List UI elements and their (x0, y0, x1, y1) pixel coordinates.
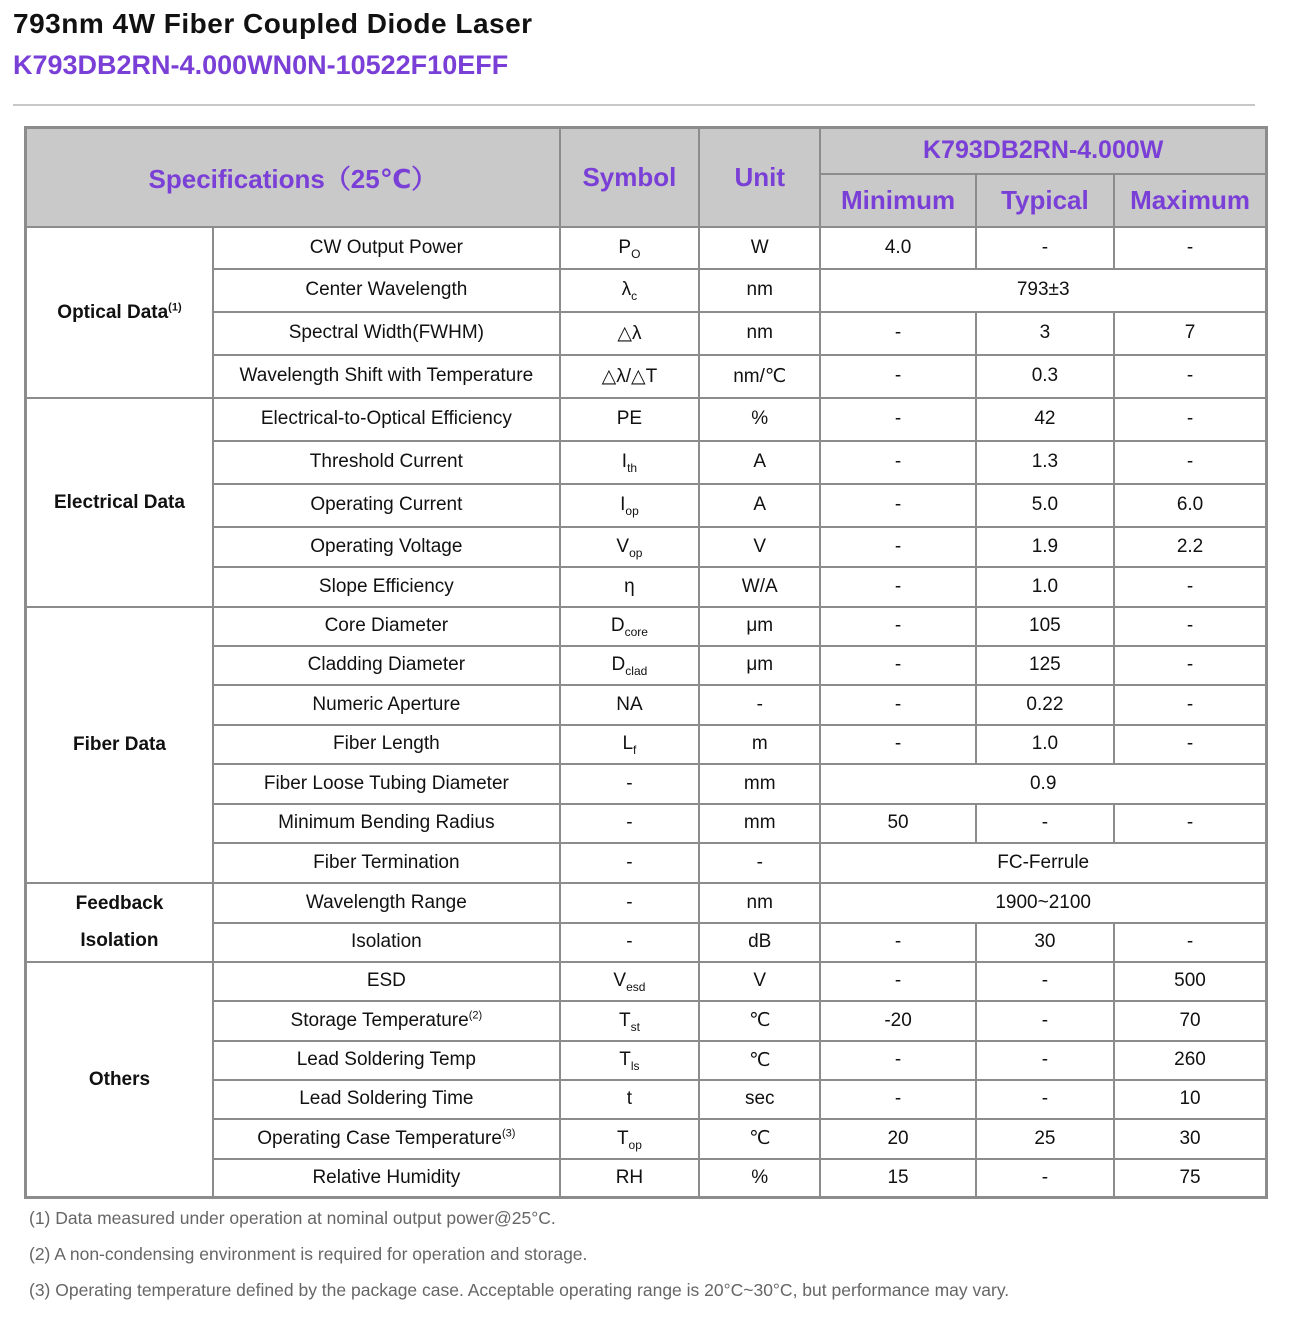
symbol-subscript: esd (626, 979, 646, 994)
symbol-cell (560, 764, 699, 804)
unit-cell: ℃ (699, 1041, 820, 1080)
group-fiber-label: Fiber Data (73, 734, 166, 755)
group-optical-label: Optical Data (57, 301, 169, 323)
value-max-cell: 10 (1114, 1080, 1266, 1119)
unit-cell: nm (699, 312, 820, 355)
symbol-cell (560, 962, 699, 1001)
table-row (26, 962, 1267, 1001)
value-max-cell: - (1114, 441, 1266, 484)
table-row (26, 607, 1267, 646)
table-row (26, 883, 1267, 923)
value-typ-cell: - (976, 1041, 1114, 1080)
symbol-cell (560, 312, 699, 355)
value-min-cell: - (820, 398, 975, 441)
value-typ-cell: 42 (976, 398, 1114, 441)
symbol-cell (560, 567, 699, 607)
param-cell (213, 1001, 560, 1041)
value-max-cell: 260 (1114, 1041, 1266, 1080)
symbol-text: △λ (617, 322, 642, 344)
group-optical (26, 227, 213, 398)
symbol-cell (560, 607, 699, 646)
header-maximum: Maximum (1114, 174, 1266, 227)
param-label: Operating Voltage (310, 535, 463, 557)
symbol-text: - (626, 931, 633, 952)
value-max-cell: - (1114, 567, 1266, 607)
param-label: Electrical-to-Optical Efficiency (260, 408, 512, 429)
symbol-text: V (613, 970, 627, 991)
symbol-text: λ (621, 279, 632, 300)
value-typ-cell: - (976, 804, 1114, 843)
value-typ-cell: 0.3 (976, 355, 1114, 398)
symbol-cell (560, 441, 699, 484)
footnote-1: (1) Data measured under operation at nominal output power@25°C. (29, 1208, 556, 1228)
param-label: Relative Humidity (312, 1166, 461, 1188)
symbol-cell (560, 398, 699, 441)
value-min-cell: - (820, 567, 975, 607)
param-label: Numeric Aperture (312, 693, 461, 715)
param-footnote-ref: (3) (501, 1127, 516, 1140)
symbol-cell (560, 1041, 699, 1080)
unit-cell: nm (699, 269, 820, 312)
symbol-cell (560, 1080, 699, 1119)
param-label: Fiber Loose Tubing Diameter (263, 772, 509, 794)
value-typ-cell: - (976, 1159, 1114, 1198)
unit-cell: V (699, 962, 820, 1001)
symbol-text: RH (615, 1166, 644, 1188)
group-electrical (26, 398, 213, 607)
value-merged-cell: 793±3 (820, 269, 1266, 312)
symbol-subscript: th (627, 460, 638, 475)
value-typ-cell: - (976, 962, 1114, 1001)
divider (13, 104, 1255, 106)
header-model: K793DB2RN-4.000W (820, 128, 1266, 174)
param-cell (213, 1119, 560, 1159)
value-typ-cell: 1.3 (976, 441, 1114, 484)
page-title: 793nm 4W Fiber Coupled Diode Laser (13, 8, 533, 39)
value-min-cell: - (820, 1080, 975, 1119)
value-max-cell: 30 (1114, 1119, 1266, 1159)
param-cell (213, 883, 560, 923)
unit-cell: dB (699, 923, 820, 962)
param-cell (213, 527, 560, 567)
header-minimum: Minimum (820, 174, 975, 227)
symbol-text: D (611, 654, 626, 675)
unit-cell: ℃ (699, 1119, 820, 1159)
param-label: Cladding Diameter (307, 654, 466, 675)
value-typ-cell: 5.0 (976, 484, 1114, 527)
symbol-text: NA (616, 693, 643, 715)
param-cell (213, 484, 560, 527)
unit-cell: nm/℃ (699, 355, 820, 398)
value-typ-cell: 105 (976, 607, 1114, 646)
unit-cell: V (699, 527, 820, 567)
group-feedback-isolation-label: Feedback (75, 893, 164, 914)
unit-cell: mm (699, 764, 820, 804)
value-max-cell: - (1114, 685, 1266, 725)
symbol-subscript: core (624, 624, 648, 639)
param-label: Spectral Width(FWHM) (288, 322, 484, 343)
symbol-text: T (616, 1127, 629, 1149)
unit-cell: - (699, 685, 820, 725)
value-max-cell: 6.0 (1114, 484, 1266, 527)
symbol-subscript: ls (630, 1058, 640, 1073)
param-cell (213, 843, 560, 883)
symbol-cell (560, 484, 699, 527)
symbol-text: I (620, 494, 626, 515)
unit-cell: sec (699, 1080, 820, 1119)
value-typ-cell: 125 (976, 646, 1114, 685)
symbol-cell (560, 843, 699, 883)
symbol-text: PE (616, 408, 643, 429)
symbol-cell (560, 685, 699, 725)
value-min-cell: - (820, 312, 975, 355)
symbol-cell (560, 269, 699, 312)
value-min-cell: 4.0 (820, 227, 975, 269)
value-min-cell: - (820, 355, 975, 398)
param-cell (213, 607, 560, 646)
value-min-cell: - (820, 685, 975, 725)
symbol-text: V (616, 535, 630, 557)
symbol-cell (560, 1001, 699, 1041)
symbol-subscript: clad (625, 663, 648, 678)
value-typ-cell: - (976, 1001, 1114, 1041)
value-typ-cell: 1.9 (976, 527, 1114, 567)
value-typ-cell: - (976, 1080, 1114, 1119)
symbol-subscript: op (629, 545, 643, 560)
symbol-cell (560, 804, 699, 843)
unit-cell: m (699, 725, 820, 764)
value-typ-cell: 1.0 (976, 567, 1114, 607)
header-unit: Unit (699, 128, 820, 227)
param-cell (213, 441, 560, 484)
unit-cell: ℃ (699, 1001, 820, 1041)
value-min-cell: 20 (820, 1119, 975, 1159)
param-label: Operating Current (310, 494, 463, 515)
param-cell (213, 398, 560, 441)
group-others (26, 962, 213, 1198)
symbol-text: T (619, 1049, 631, 1070)
value-max-cell: 75 (1114, 1159, 1266, 1198)
value-merged-cell: 0.9 (820, 764, 1266, 804)
value-max-cell: 500 (1114, 962, 1266, 1001)
header-typical: Typical (976, 174, 1114, 227)
param-cell (213, 804, 560, 843)
value-min-cell: - (820, 725, 975, 764)
value-min-cell: - (820, 607, 975, 646)
param-label: Lead Soldering Temp (296, 1049, 476, 1070)
group-feedback-isolation (26, 883, 213, 962)
param-cell (213, 923, 560, 962)
group-feedback-isolation-label: Isolation (80, 930, 159, 951)
param-label: Storage Temperature (290, 1009, 469, 1031)
value-max-cell: - (1114, 227, 1266, 269)
value-typ-cell: 0.22 (976, 685, 1114, 725)
param-cell (213, 685, 560, 725)
symbol-subscript: f (633, 742, 637, 757)
spec-table (24, 126, 1268, 1199)
value-min-cell: 50 (820, 804, 975, 843)
header-specifications: Specifications（25℃） (26, 128, 560, 227)
symbol-text: I (621, 451, 628, 472)
unit-cell: A (699, 441, 820, 484)
param-label: ESD (366, 970, 406, 991)
value-typ-cell: 3 (976, 312, 1114, 355)
symbol-text: - (626, 772, 633, 794)
param-label: Threshold Current (309, 451, 463, 472)
value-max-cell: - (1114, 646, 1266, 685)
symbol-text: T (618, 1009, 631, 1031)
param-label: Fiber Length (333, 733, 440, 754)
symbol-text: D (610, 615, 625, 636)
symbol-cell (560, 1119, 699, 1159)
symbol-subscript: st (630, 1019, 640, 1034)
param-cell (213, 725, 560, 764)
param-cell (213, 1041, 560, 1080)
param-cell (213, 764, 560, 804)
param-label: Core Diameter (324, 615, 449, 636)
table-row (26, 398, 1267, 441)
unit-cell: mm (699, 804, 820, 843)
value-max-cell: - (1114, 923, 1266, 962)
symbol-cell (560, 527, 699, 567)
group-others-label: Others (88, 1068, 151, 1090)
value-min-cell: - (820, 484, 975, 527)
symbol-cell (560, 646, 699, 685)
param-cell (213, 312, 560, 355)
value-typ-cell: 1.0 (976, 725, 1114, 764)
value-min-cell: - (820, 1041, 975, 1080)
symbol-subscript: O (631, 246, 641, 261)
value-merged-cell: FC-Ferrule (820, 843, 1266, 883)
header-symbol: Symbol (560, 128, 699, 227)
param-cell (213, 1080, 560, 1119)
symbol-cell (560, 883, 699, 923)
unit-cell: μm (699, 646, 820, 685)
value-max-cell: 7 (1114, 312, 1266, 355)
unit-cell: W/A (699, 567, 820, 607)
value-min-cell: - (820, 646, 975, 685)
unit-cell: W (699, 227, 820, 269)
param-label: Lead Soldering Time (299, 1088, 474, 1109)
symbol-cell (560, 725, 699, 764)
symbol-cell (560, 923, 699, 962)
symbol-subscript: op (625, 503, 639, 518)
value-typ-cell: 25 (976, 1119, 1114, 1159)
value-max-cell: - (1114, 607, 1266, 646)
spec-table-body (26, 227, 1267, 1198)
unit-cell: % (699, 1159, 820, 1198)
symbol-cell (560, 1159, 699, 1198)
unit-cell: nm (699, 883, 820, 923)
value-min-cell: - (820, 527, 975, 567)
param-footnote-ref: (2) (468, 1009, 483, 1022)
param-label: Isolation (350, 931, 422, 952)
value-typ-cell: 30 (976, 923, 1114, 962)
group-fiber (26, 607, 213, 883)
param-label: Fiber Termination (313, 851, 460, 873)
unit-cell: μm (699, 607, 820, 646)
symbol-subscript: op (628, 1137, 642, 1152)
footnote-3: (3) Operating temperature defined by the package case. Acceptable operating range is 20°C~30°C, but performance may vary. (29, 1280, 1010, 1300)
param-label: Operating Case Temperature (257, 1127, 502, 1149)
symbol-text: P (618, 236, 632, 258)
value-min-cell: - (820, 923, 975, 962)
param-cell (213, 1159, 560, 1198)
symbol-cell (560, 227, 699, 269)
footnote-2: (2) A non-condensing environment is required for operation and storage. (29, 1244, 588, 1264)
param-cell (213, 227, 560, 269)
unit-cell: % (699, 398, 820, 441)
param-cell (213, 355, 560, 398)
param-cell (213, 646, 560, 685)
symbol-text: - (626, 812, 633, 833)
value-max-cell: 2.2 (1114, 527, 1266, 567)
value-typ-cell: - (976, 227, 1114, 269)
symbol-text: L (622, 733, 634, 754)
value-min-cell: - (820, 962, 975, 1001)
value-max-cell: - (1114, 725, 1266, 764)
value-min-cell: 15 (820, 1159, 975, 1198)
value-max-cell: - (1114, 398, 1266, 441)
value-max-cell: 70 (1114, 1001, 1266, 1041)
symbol-text: η (624, 575, 635, 597)
param-label: CW Output Power (309, 236, 463, 258)
unit-cell: - (699, 843, 820, 883)
symbol-text: - (626, 851, 633, 873)
unit-cell: A (699, 484, 820, 527)
symbol-text: t (626, 1088, 633, 1109)
param-label: Minimum Bending Radius (278, 812, 495, 833)
param-cell (213, 962, 560, 1001)
param-label: Wavelength Range (305, 891, 467, 913)
value-min-cell: -20 (820, 1001, 975, 1041)
value-merged-cell: 1900~2100 (820, 883, 1266, 923)
group-electrical-label: Electrical Data (53, 491, 185, 513)
param-label: Wavelength Shift with Temperature (239, 365, 534, 386)
value-max-cell: - (1114, 355, 1266, 398)
symbol-cell (560, 355, 699, 398)
symbol-text: △λ/△T (601, 365, 658, 387)
param-cell (213, 269, 560, 312)
part-number: K793DB2RN-4.000WN0N-10522F10EFF (13, 50, 509, 80)
value-max-cell: - (1114, 804, 1266, 843)
param-label: Slope Efficiency (318, 575, 454, 597)
symbol-text: - (626, 891, 633, 913)
group-optical-label: (1) (168, 301, 182, 314)
table-row (26, 227, 1267, 269)
value-min-cell: - (820, 441, 975, 484)
param-cell (213, 567, 560, 607)
param-label: Center Wavelength (305, 279, 468, 300)
symbol-subscript: c (631, 288, 638, 303)
